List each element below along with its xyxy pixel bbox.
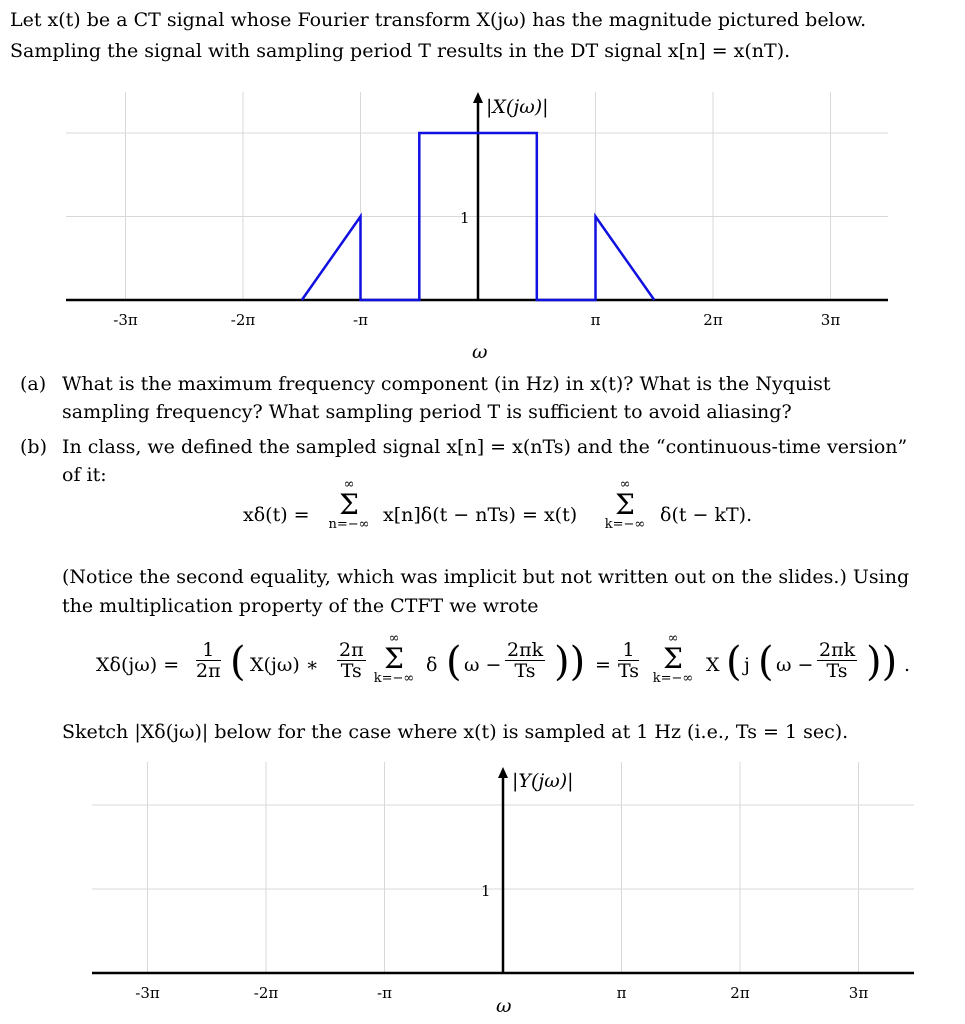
eq2-frac-2-den: Ts <box>340 660 362 682</box>
plot1-tick-labels <box>113 311 840 329</box>
eq2-sum-2 <box>650 632 696 686</box>
plot2-tick-label: 3π <box>848 984 869 1002</box>
eq2-frac-3 <box>505 640 545 681</box>
eq2-paren-open-3: ( <box>726 639 742 685</box>
eq2-frac-1-num: 1 <box>196 640 221 661</box>
eq2-frac-2 <box>337 640 366 681</box>
eq2-sum-1-sigma: Σ <box>384 642 404 675</box>
intro-line-1: Let x(t) be a CT signal whose Fourier transform X(jω) has the magnitude pictured below. <box>10 9 867 31</box>
eq2-frac-5 <box>817 640 857 681</box>
eq1-sum-1-top: ∞ <box>343 477 355 492</box>
eq1-rhs: δ(t − kT). <box>660 504 753 526</box>
plot1-one-label: 1 <box>460 209 470 227</box>
sketch-instruction: Sketch |Xδ(jω)| below for the case where x(t) is sampled at 1 Hz (i.e., Ts = 1 sec). <box>62 721 849 743</box>
question-b-line-1: In class, we defined the sampled signal x[n] = x(nTs) and the “continuous-time version” <box>62 436 908 458</box>
eq2-frac-3-num: 2πk <box>507 639 544 661</box>
eq1-sum-2-bottom: k=−∞ <box>604 517 646 532</box>
plot2-tick-label: -π <box>377 984 392 1002</box>
eq2-part-1: X(jω) ∗ <box>250 654 319 676</box>
plot2-y-arrow <box>498 767 508 778</box>
plot1-y-label: |X(jω)| <box>486 96 549 118</box>
plot1-tick-label: 2π <box>703 311 723 329</box>
eq2-paren-close-3: )) <box>866 639 898 685</box>
plot1-tick-label: 3π <box>820 311 841 329</box>
plot2-one-label: 1 <box>481 882 491 900</box>
eq1-lhs: xδ(t) = <box>243 504 310 526</box>
eq2-sum-2-top: ∞ <box>667 631 679 646</box>
plot2-tick-label: π <box>616 984 627 1002</box>
plot1-y-arrow <box>473 92 483 103</box>
eq2-omega-minus-1: ω − <box>464 654 502 676</box>
eq2-frac-3-den: Ts <box>514 660 536 682</box>
eq2-frac-4-num: 1 <box>618 640 639 661</box>
eq2-frac-5-num: 2πk <box>819 639 856 661</box>
eq1-middle: x[n]δ(t − nTs) = x(t) <box>383 504 578 526</box>
eq1-sum-2 <box>599 478 651 532</box>
eq2-paren-open-4: ( <box>758 639 774 685</box>
question-a-line-1: What is the maximum frequency component (in Hz) in x(t)? What is the Nyquist <box>62 373 831 395</box>
question-a-label: (a) <box>20 373 47 395</box>
plot2-tick-label: -3π <box>135 984 160 1002</box>
plot2-tick-label: 2π <box>730 984 750 1002</box>
plot1-tick-label: -π <box>353 311 368 329</box>
plot2-y-label: |Y(jω)| <box>512 770 574 792</box>
plot-x-magnitude <box>66 92 888 363</box>
eq2-X: X <box>706 654 720 676</box>
eq2-omega-minus-2: ω − <box>776 654 814 676</box>
question-a-line-2: sampling frequency? What sampling period T is sufficient to avoid aliasing? <box>62 401 792 423</box>
question-b-label: (b) <box>20 436 47 458</box>
eq2-j: j <box>744 654 750 676</box>
eq2-lhs: Xδ(jω) = <box>96 654 180 676</box>
eq2-frac-1-den: 2π <box>196 660 221 682</box>
eq1-sum-1-sigma: Σ <box>339 488 359 521</box>
eq1-sum-1 <box>323 478 375 532</box>
eq2-sum-2-bottom: k=−∞ <box>652 671 694 686</box>
eq1-sum-2-top: ∞ <box>619 477 631 492</box>
eq2-frac-1 <box>196 640 221 681</box>
eq2-equals: = <box>595 654 611 676</box>
eq2-frac-4 <box>618 640 639 681</box>
plot1-tick-label: -3π <box>113 311 138 329</box>
eq2-frac-4-den: Ts <box>618 660 640 682</box>
plot1-x-label: ω <box>472 341 488 363</box>
eq2-paren-open-1: ( <box>230 639 246 685</box>
eq2-sum-2-sigma: Σ <box>663 642 683 675</box>
eq2-end: . <box>904 654 911 676</box>
intro-line-2: Sampling the signal with sampling period T results in the DT signal x[n] = x(nT). <box>10 40 791 62</box>
eq2-sum-1 <box>371 632 417 686</box>
question-b-line-2: of it: <box>62 464 107 486</box>
plot2-x-label: ω <box>496 995 512 1017</box>
eq2-paren-close-2: )) <box>554 639 586 685</box>
eq2-frac-2-num: 2π <box>339 639 364 661</box>
plot1-tick-label: π <box>590 311 601 329</box>
plot1-tick-label: -2π <box>230 311 256 329</box>
eq2-sum-1-top: ∞ <box>388 631 400 646</box>
eq1-sum-1-bottom: n=−∞ <box>328 517 370 532</box>
eq2-delta: δ <box>426 654 438 676</box>
eq2-frac-5-den: Ts <box>826 660 848 682</box>
eq2-paren-open-2: ( <box>446 639 462 685</box>
plot-y-magnitude <box>92 762 914 1017</box>
eq1-sum-2-sigma: Σ <box>615 488 635 521</box>
plot2-tick-label: -2π <box>253 984 279 1002</box>
eq2-sum-1-bottom: k=−∞ <box>373 671 415 686</box>
notice-line-2: the multiplication property of the CTFT we wrote <box>62 595 539 617</box>
notice-line-1: (Notice the second equality, which was implicit but not written out on the slides.) Using <box>62 566 910 588</box>
